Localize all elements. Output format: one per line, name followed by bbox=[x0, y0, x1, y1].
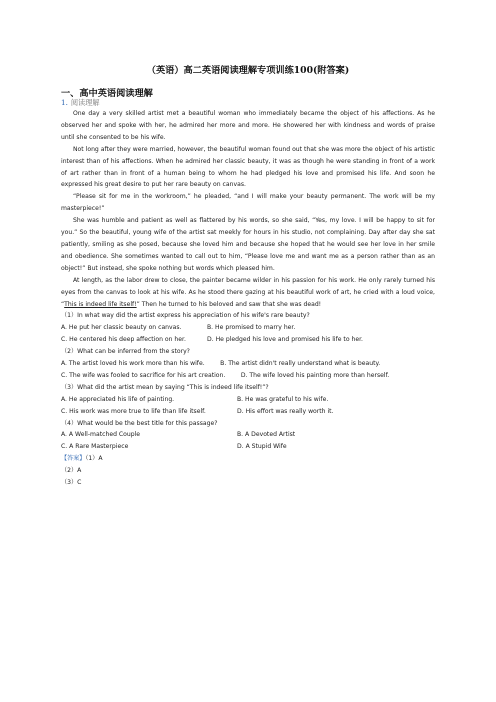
passage-paragraph-5 bbox=[61, 275, 435, 311]
option-c: C. His work was more true to life than life itself. bbox=[61, 407, 206, 415]
answer-3: （3）C bbox=[61, 479, 82, 487]
passage-paragraph-1: One day a very skilled artist met a beautiful woman who immediately became the object of his affections. As he observed her and spoke with her, he admired her more and more. He showered her with kindness and words of praise until she consented to be his wife. bbox=[61, 110, 435, 141]
question-4 bbox=[61, 418, 435, 454]
option-b: B. He was grateful to his wife. bbox=[237, 395, 329, 403]
question-stem: （2）What can be inferred from the story? bbox=[61, 348, 190, 356]
option-a: A. He put her classic beauty on canvas. bbox=[61, 324, 182, 332]
question-index: 1. bbox=[61, 98, 68, 107]
passage-paragraph-3: “Please sit for me in the workroom,” he pleaded, “and I will make your beauty permanent. The work will be my masterpiece!” bbox=[61, 193, 435, 213]
answer-block bbox=[61, 453, 435, 489]
question-stem: （3）What did the artist mean by saying “This is indeed life itself!”? bbox=[61, 383, 269, 391]
question-stem: （4）What would be the best title for this passage? bbox=[61, 419, 218, 427]
option-d: D. A Stupid Wife bbox=[237, 443, 287, 451]
option-d: D. His effort was really worth it. bbox=[237, 407, 334, 415]
answer-2: （2）A bbox=[61, 467, 82, 475]
question-number bbox=[61, 98, 100, 108]
answer-1: （1）A bbox=[85, 455, 103, 463]
option-b: B. The artist didn't really understand what is beauty. bbox=[220, 360, 381, 368]
option-a: A. The artist loved his work more than his wife. bbox=[61, 360, 205, 368]
underlined-quote: This is indeed life itself! bbox=[64, 300, 137, 308]
p5-text-before: At length, as the labor drew to close, the painter became wilder in his passion for his work. He only rarely turned his eyes from the canvas to look at his wife. As he stood there gazing at his beautiful work of art, he cried with a loud voice, “ bbox=[61, 276, 435, 308]
option-c: C. A Rare Masterpiece bbox=[61, 443, 129, 451]
passage-paragraph-4: She was humble and patient as well as flattered by his words, so she said, “Yes, my love. I will be happy to sit for you.” So the beautiful, young wife of the artist sat meekly for hours in his studio, not complaining. Day after day she sat patiently, smiling as she posed, because she loved him and because she hoped that he would see her love in her smile and obedience. She sometimes wanted to call out to him, “Please love me and want me as a person rather than as an object!” But instead, she spoke nothing but words which pleased him. bbox=[61, 217, 435, 272]
question-3 bbox=[61, 382, 435, 418]
p5-text-after: ” Then he turned to his beloved and saw that she was dead! bbox=[136, 300, 322, 308]
option-a: A. He appreciated his life of painting. bbox=[61, 395, 175, 403]
question-1 bbox=[61, 310, 435, 346]
answer-label: 【答案】 bbox=[61, 455, 86, 463]
option-b: B. He promised to marry her. bbox=[207, 324, 296, 332]
question-type: 阅读理解 bbox=[70, 98, 100, 107]
option-c: C. The wife was fooled to sacrifice for his art creation. bbox=[61, 371, 226, 379]
option-b: B. A Devoted Artist bbox=[237, 431, 296, 439]
passage bbox=[61, 108, 435, 489]
option-d: D. He pledged his love and promised his life to her. bbox=[207, 336, 363, 344]
passage-paragraph-2: Not long after they were married, however, the beautiful woman found out that she was more the object of his artistic interest than of his affections. When he admired her classic beauty, it was as though he were standing in front of a work of art rather than in front of a human being to whom he had pledged his love and promised his life. And soon he expressed his great desire to put her rare beauty on canvas. bbox=[61, 145, 435, 189]
option-d: D. The wife loved his painting more than herself. bbox=[240, 371, 390, 379]
question-stem: （1）In what way did the artist express his appreciation of his wife's rare beauty? bbox=[61, 312, 310, 320]
document-title: （英语）高二英语阅读理解专项训练100(附答案) bbox=[146, 65, 350, 76]
option-c: C. He centered his deep affection on her. bbox=[61, 336, 186, 344]
section-heading: 一、高中英语阅读理解 bbox=[61, 88, 153, 99]
option-a: A. A Well-matched Couple bbox=[61, 431, 141, 439]
question-2 bbox=[61, 346, 435, 382]
